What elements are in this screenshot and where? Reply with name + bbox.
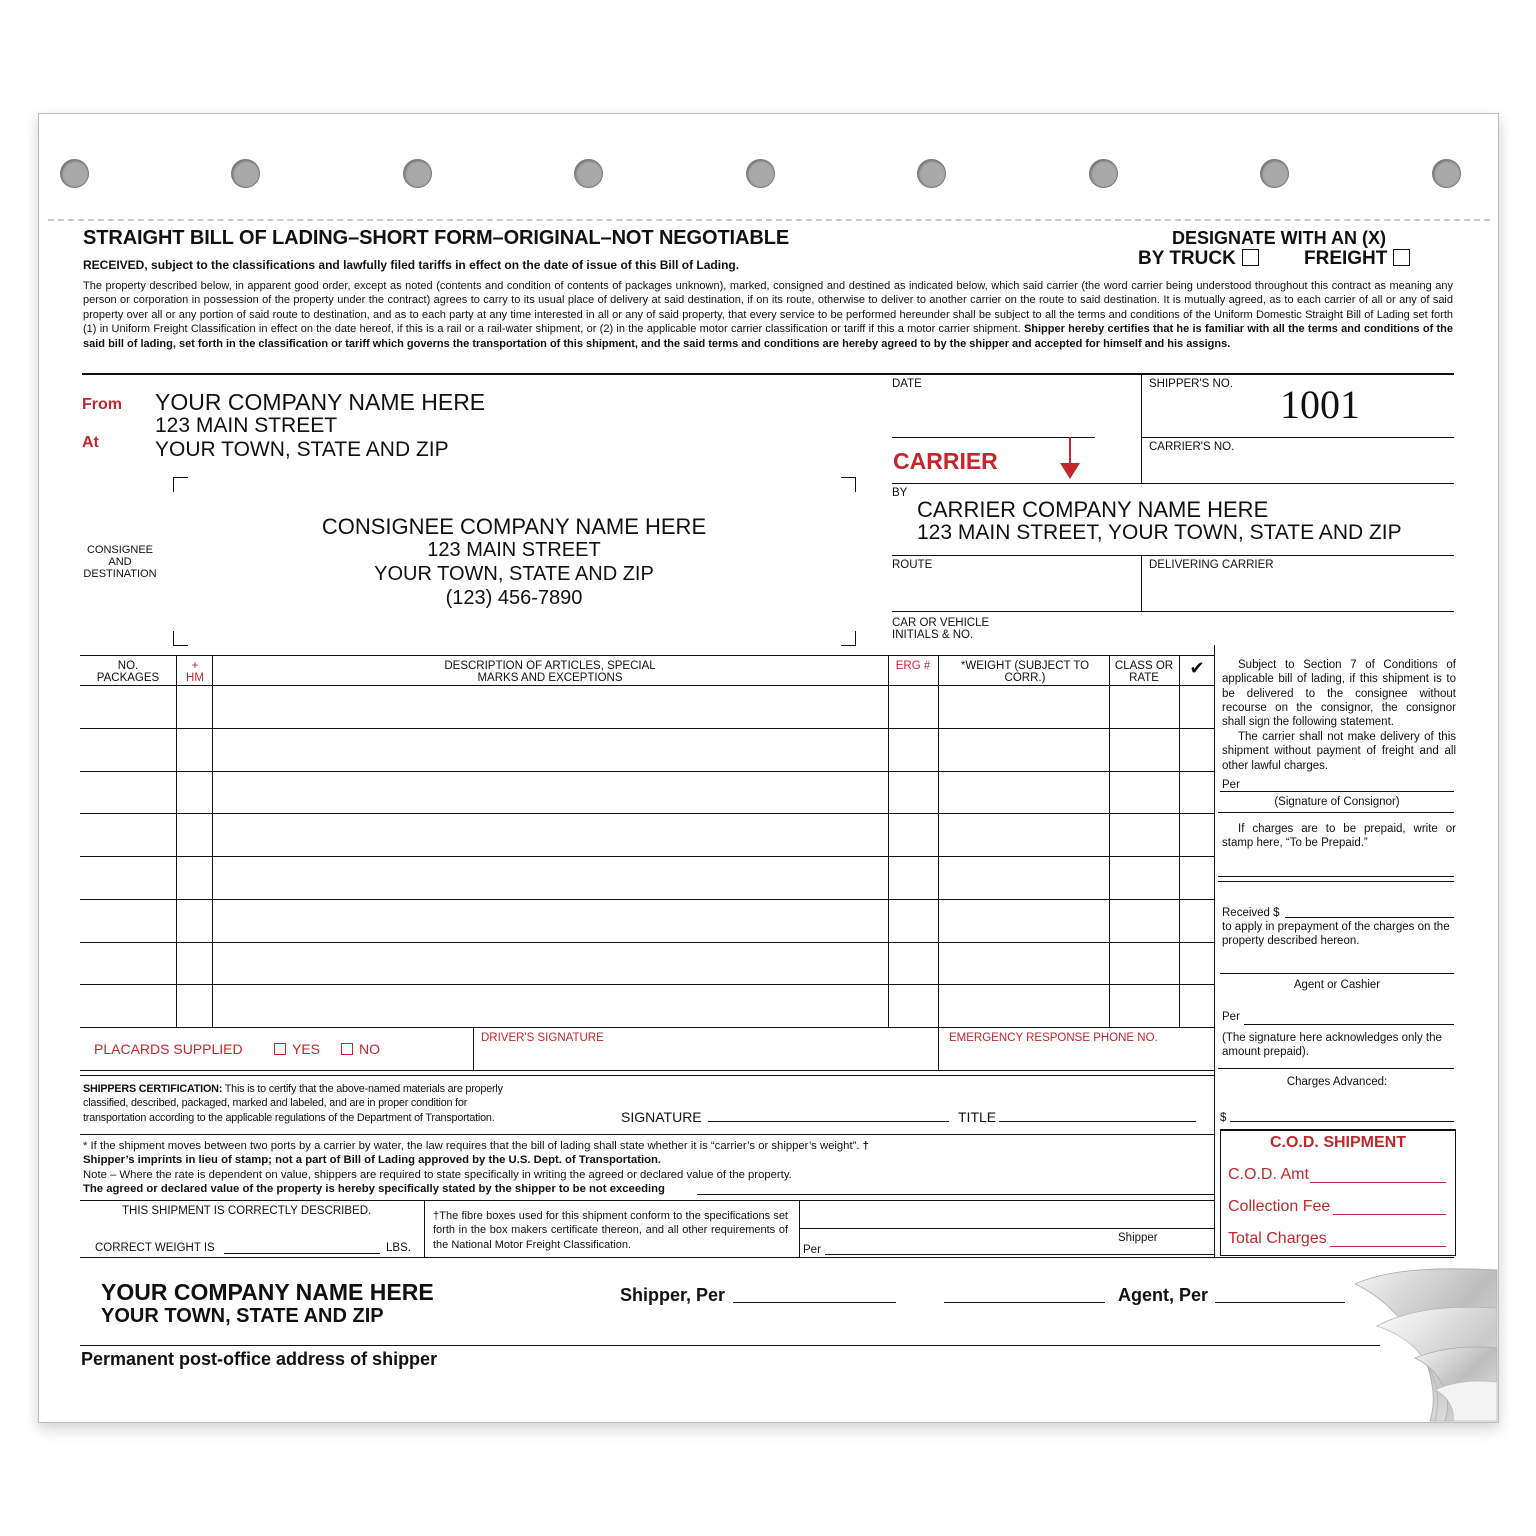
header-divider	[82, 373, 1454, 375]
carrier-company: CARRIER COMPANY NAME HERE	[917, 497, 1269, 522]
dollar-label: $	[1220, 1112, 1227, 1124]
divider	[1218, 876, 1454, 877]
correct-weight-label: CORRECT WEIGHT IS	[95, 1242, 215, 1254]
table-row	[80, 728, 1214, 729]
title-label: TITLE	[958, 1109, 997, 1125]
placards-yes[interactable]	[274, 1041, 320, 1057]
cod-title: C.O.D. SHIPMENT	[1269, 1134, 1406, 1151]
table-top-border	[80, 655, 1214, 656]
placards-label: PLACARDS SUPPLIED	[94, 1041, 243, 1057]
divider	[1218, 881, 1454, 882]
binder-hole-icon	[60, 159, 89, 188]
divider	[938, 1027, 939, 1070]
signature-consignor-label: (Signature of Consignor)	[1274, 796, 1400, 808]
apply-text: to apply in prepayment of the charges on the property described hereon.	[1222, 921, 1450, 948]
yes-checkbox[interactable]	[274, 1043, 286, 1055]
per3-line	[825, 1254, 1214, 1255]
signature-label: SIGNATURE	[621, 1109, 702, 1125]
shipper-per-line	[733, 1302, 896, 1303]
field-divider	[1141, 437, 1454, 438]
prepaid-text: If charges are to be prepaid, write or stamp here, “To be Prepaid.”	[1222, 823, 1456, 850]
col-divider	[1214, 645, 1215, 1257]
route-label: ROUTE	[892, 559, 933, 571]
col-divider	[176, 655, 177, 1027]
binder-hole-icon	[917, 159, 946, 188]
agent-line	[1220, 973, 1454, 974]
shipper-street: 123 MAIN STREET	[155, 414, 338, 437]
consignee-street: 123 MAIN STREET	[427, 539, 601, 561]
divider	[800, 1228, 1214, 1229]
note3: The agreed or declared value of the property is hereby specifically stated by the shipper to be not exceeding	[83, 1183, 665, 1196]
corner-mark	[841, 477, 856, 492]
ack-text: (The signature here acknowledges only the amount prepaid).	[1222, 1032, 1442, 1059]
table-row	[80, 984, 1214, 985]
by-truck-checkbox[interactable]	[1242, 249, 1259, 266]
consignee-label: CONSIGNEE AND DESTINATION	[83, 544, 157, 580]
agent-label: Agent or Cashier	[1293, 979, 1381, 991]
shipper-town: YOUR TOWN, STATE AND ZIP	[155, 438, 449, 461]
divider	[80, 1070, 1214, 1071]
carrier-address: 123 MAIN STREET, YOUR TOWN, STATE AND ZIP	[917, 521, 1402, 544]
binder-hole-icon	[746, 159, 775, 188]
table-header-border	[80, 685, 1214, 686]
signature-line	[1220, 791, 1454, 792]
col-packages: NO. PACKAGES	[96, 660, 160, 684]
by-label: BY	[892, 487, 908, 499]
from-label: From	[82, 396, 122, 413]
by-truck-label: BY TRUCK	[1138, 248, 1236, 269]
agent-per-label: Agent, Per	[1118, 1285, 1209, 1305]
note1-bold: † Shipper’s imprints in lieu of stamp; not a part of Bill of Lading approved by the U.S. Dept. of Transportation.	[83, 1140, 869, 1167]
col-weight: *WEIGHT (SUBJECT TO CORR.)	[960, 660, 1090, 684]
per2-label: Per	[1222, 1011, 1240, 1023]
table-row	[80, 942, 1214, 943]
total-charges-line	[1330, 1246, 1446, 1247]
weight-line	[224, 1253, 380, 1254]
shippers-certification	[83, 1082, 513, 1125]
corner-mark	[841, 631, 856, 646]
divider	[473, 1027, 474, 1070]
table-bottom-border	[80, 1027, 1214, 1028]
received-label: Received $	[1222, 907, 1280, 919]
footer-divider	[80, 1345, 1380, 1346]
cert-bold: SHIPPERS CERTIFICATION:	[83, 1083, 223, 1095]
per3-label: Per	[803, 1244, 821, 1256]
divider	[1218, 812, 1454, 813]
per2-line	[1244, 1024, 1454, 1025]
carriers-no-label: CARRIER'S NO.	[1149, 441, 1235, 453]
consignee-company: CONSIGNEE COMPANY NAME HERE	[321, 514, 707, 539]
consignee-town: YOUR TOWN, STATE AND ZIP	[374, 563, 654, 585]
col-divider	[938, 655, 939, 1027]
divider	[1218, 1068, 1454, 1069]
vehicle-label: CAR OR VEHICLE INITIALS & NO.	[892, 617, 990, 641]
total-charges-label: Total Charges	[1228, 1230, 1327, 1247]
field-divider	[1141, 374, 1142, 484]
collection-fee-line	[1333, 1214, 1446, 1215]
at-label: At	[82, 434, 99, 451]
cod-amt-label: C.O.D. Amt	[1228, 1166, 1309, 1183]
binder-hole-icon	[1432, 159, 1461, 188]
col-divider	[212, 655, 213, 1027]
field-divider	[892, 611, 1454, 612]
note2: Note – Where the rate is dependent on value, shippers are required to state specifically in writing the agreed or declared value of the property.	[83, 1168, 792, 1181]
agent-line-left	[944, 1302, 1105, 1303]
table-row	[80, 813, 1214, 814]
legal-terms-bold: Shipper hereby certifies that he is familiar with all the terms and conditions of the said bill of lading, set forth in the classification or tariff which governs the transportation of this shipment, and the said terms and conditions are hereby agreed to by the shipper and accepted for himself and his assigns.	[83, 323, 1453, 350]
collection-fee-label: Collection Fee	[1228, 1198, 1331, 1215]
corner-mark	[173, 477, 188, 492]
title-line	[999, 1121, 1196, 1122]
shipper-label: Shipper	[1118, 1232, 1158, 1244]
by-truck-option[interactable]	[1138, 248, 1259, 270]
freight-option[interactable]	[1304, 248, 1410, 270]
lbs-label: LBS.	[386, 1242, 411, 1254]
legal-terms	[83, 279, 1453, 351]
advanced-line	[1230, 1121, 1454, 1122]
col-divider	[1109, 655, 1110, 1027]
arrow-down-icon	[1058, 437, 1082, 481]
divider	[80, 1075, 1214, 1076]
section7-text: Subject to Section 7 of Conditions of applicable bill of lading, if this shipment is to be delivered to the consignee without recourse on the consignor, the consignor shall sign the following statement.	[1222, 659, 1456, 729]
col-hm-plus: +	[191, 660, 199, 672]
col-description: DESCRIPTION OF ARTICLES, SPECIAL MARKS AND EXCEPTIONS	[444, 660, 656, 684]
shipper-per-label: Shipper, Per	[620, 1285, 726, 1305]
footer-company: YOUR COMPANY NAME HERE	[101, 1279, 434, 1305]
legal-terms-text: The property described below, in apparent good order, except as noted (contents and condition of contents of packages unknown), marked, consigned and destined as indicated below, which said carrier (the word carrier being understood throughout this contract as meaning any person or corporation in possession of the property under the contract) agrees to carry to its usual place of delivery at said destination, if on its route, otherwise to deliver to another carrier on the route to said destination. It is mutually agreed, as to each carrier of all or any of said property over all or any portion of said route to destination, and as to each party at any time interested in all or any of said property, that every service to be performed hereunder shall be subject to all the terms and conditions of the Uniform Domestic Straight Bill of Lading set forth (1) in Uniform Freight Classification in effect on the date hereof, if this is a rail or a rail-water shipment, or (2) in the applicable motor carrier classification or tariff if this a motor carrier shipment.	[83, 280, 1453, 336]
no-label: NO	[359, 1041, 380, 1057]
page-curl-icon	[1335, 1262, 1500, 1427]
freight-checkbox[interactable]	[1393, 249, 1410, 266]
col-divider	[888, 655, 889, 1027]
notes	[83, 1139, 873, 1197]
table-row	[80, 771, 1214, 772]
col-divider	[1179, 655, 1180, 1027]
carrier-label: CARRIER	[893, 448, 998, 474]
footer-town: YOUR TOWN, STATE AND ZIP	[101, 1305, 384, 1327]
freight-label: FREIGHT	[1304, 248, 1388, 269]
perforation-line	[48, 219, 1490, 221]
table-row	[80, 856, 1214, 857]
delivering-carrier-label: DELIVERING CARRIER	[1149, 559, 1274, 571]
field-divider	[892, 483, 1454, 484]
emergency-phone-label: EMERGENCY RESPONSE PHONE NO.	[949, 1032, 1158, 1044]
shipper-company: YOUR COMPANY NAME HERE	[155, 389, 486, 415]
divider	[80, 1134, 1214, 1135]
cert-text: This is to certify that the above-named materials are properly classified, described, packaged, marked and labeled, and are in proper condition for transportation according to the applicable regulations of the Department of Transportation.	[83, 1083, 503, 1124]
binder-hole-icon	[403, 159, 432, 188]
agent-per-line	[1215, 1302, 1345, 1303]
date-label: DATE	[892, 378, 922, 390]
col-class: CLASS OR RATE	[1114, 660, 1174, 684]
value-line	[697, 1194, 1214, 1195]
form-title: STRAIGHT BILL OF LADING–SHORT FORM–ORIGINAL–NOT NEGOTIABLE	[83, 227, 790, 249]
permanent-address-label: Permanent post-office address of shipper	[81, 1349, 438, 1369]
field-divider	[892, 555, 1454, 556]
received-line	[1285, 917, 1454, 918]
consignee-phone: (123) 456-7890	[445, 587, 583, 609]
signature-line	[708, 1121, 949, 1122]
correctly-described: THIS SHIPMENT IS CORRECTLY DESCRIBED.	[122, 1205, 372, 1217]
form-bottom-border	[80, 1257, 1454, 1258]
divider	[424, 1200, 425, 1257]
no-checkbox[interactable]	[341, 1043, 353, 1055]
placards-no[interactable]	[341, 1041, 380, 1057]
carrier-note: The carrier shall not make delivery of this shipment without payment of freight and all other lawful charges.	[1222, 731, 1456, 772]
divider	[1214, 1075, 1215, 1135]
fibre-text: †The fibre boxes used for this shipment conform to the specifications set forth in the box makers certificate thereon, and all other requirements of the National Motor Freight Classification.	[433, 1210, 788, 1251]
note1: * If the shipment moves between two ports by a carrier by water, the law requires that the bill of lading shall state whether it is “carrier’s or shipper’s weight”.	[83, 1140, 860, 1152]
yes-label: YES	[292, 1041, 321, 1057]
binder-hole-icon	[1089, 159, 1118, 188]
cod-amt-line	[1310, 1182, 1446, 1183]
corner-mark	[173, 631, 188, 646]
designate-label: DESIGNATE WITH AN (X)	[1172, 228, 1386, 248]
binder-hole-icon	[231, 159, 260, 188]
table-row	[80, 899, 1214, 900]
charges-advanced-label: Charges Advanced:	[1286, 1076, 1388, 1088]
col-hm: HM	[186, 672, 204, 684]
binder-hole-icon	[1260, 159, 1289, 188]
received-notice: RECEIVED, subject to the classifications and lawfully filed tariffs in effect on the date of issue of this Bill of Lading.	[83, 258, 740, 272]
col-erg: ERG #	[895, 660, 931, 672]
shippers-no-value: 1001	[1280, 382, 1360, 427]
field-divider	[1141, 555, 1142, 611]
shippers-no-label: SHIPPER'S NO.	[1149, 378, 1233, 390]
divider	[80, 1200, 1214, 1201]
binder-hole-icon	[574, 159, 603, 188]
checkmark-icon: ✔	[1189, 658, 1205, 678]
driver-signature-label: DRIVER'S SIGNATURE	[481, 1032, 604, 1044]
per-label: Per	[1222, 779, 1240, 791]
